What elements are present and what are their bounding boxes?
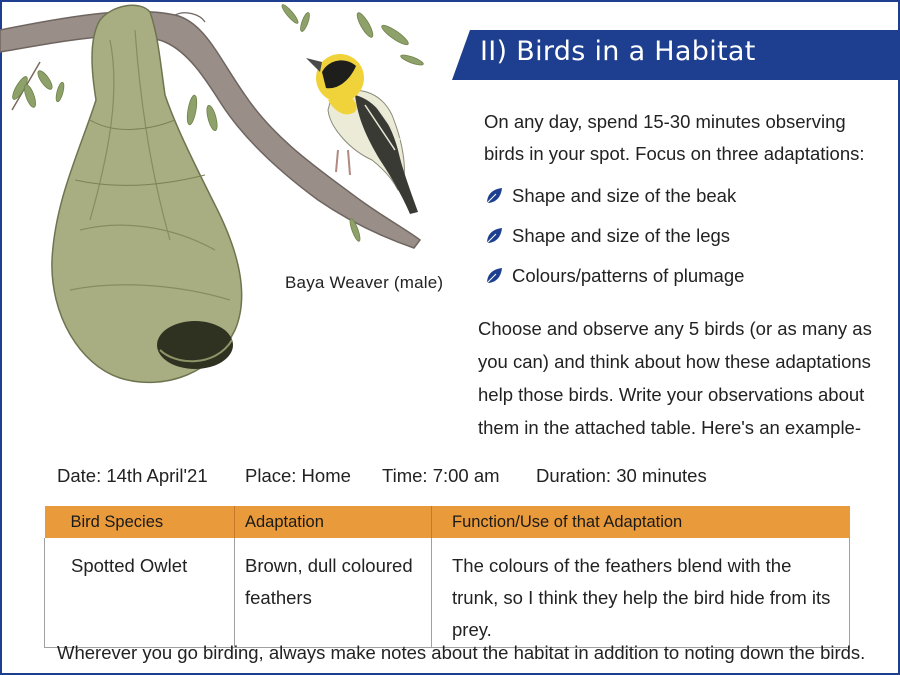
adaptation-label: Colours/patterns of plumage <box>512 265 745 286</box>
table-row <box>45 538 850 648</box>
leaf-bullet-icon <box>484 266 504 286</box>
meta-duration: Duration: 30 minutes <box>536 465 707 486</box>
leaf-bullet-icon <box>484 186 504 206</box>
list-item <box>484 216 864 256</box>
adaptation-label: Shape and size of the beak <box>512 185 737 206</box>
baya-weaver-illustration <box>0 0 440 400</box>
table-cell: Brown, dull coloured feathers <box>235 538 432 648</box>
meta-place: Place: Home <box>245 465 351 486</box>
section-title: II) Birds in a Habitat <box>480 36 756 67</box>
illustration-caption: Baya Weaver (male) <box>285 273 444 292</box>
footer-note: Wherever you go birding, always make notes about the habitat in addition to noting down the birds. <box>57 642 866 663</box>
leaf-bullet-icon <box>484 226 504 246</box>
meta-date: Date: 14th April'21 <box>57 465 208 486</box>
observation-table <box>44 506 850 648</box>
list-item <box>484 256 864 296</box>
observation-meta <box>57 465 857 487</box>
list-item <box>484 176 864 216</box>
column-header: Adaptation <box>235 506 432 538</box>
table-header-row <box>45 506 850 538</box>
meta-time: Time: 7:00 am <box>382 465 500 486</box>
table-cell: Spotted Owlet <box>71 555 188 576</box>
instructions-paragraph: Choose and observe any 5 birds (or as many as you can) and think about how these adaptations help those birds. Write your observations about them in the attached table. Here's an example- <box>478 318 872 438</box>
intro-text: On any day, spend 15-30 minutes observing birds in your spot. Focus on three adaptations: <box>484 111 865 164</box>
adaptation-label: Shape and size of the legs <box>512 225 731 246</box>
column-header: Function/Use of that Adaptation <box>432 506 850 538</box>
adaptation-list <box>484 176 864 296</box>
column-header: Bird Species <box>45 506 235 538</box>
table-cell: The colours of the feathers blend with the trunk, so I think they help the bird hide from its prey. <box>432 538 850 648</box>
